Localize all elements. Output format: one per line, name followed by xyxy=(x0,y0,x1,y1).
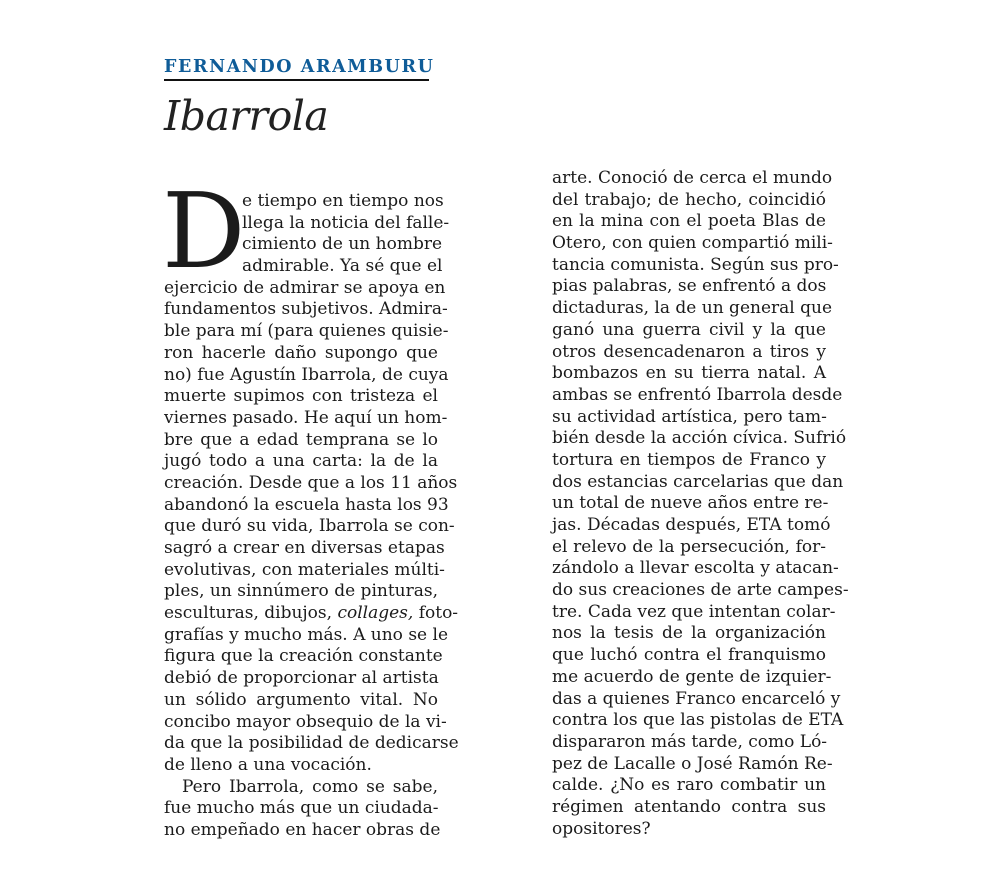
text-line: el relevo de la persecución, for- xyxy=(552,536,826,557)
text-line: opositores? xyxy=(552,818,651,839)
text-line-with-italic xyxy=(164,603,459,625)
author-byline: FERNANDO ARAMBURU xyxy=(164,57,429,81)
drop-cap: D xyxy=(162,170,246,292)
text-line: grafías y mucho más. A uno se le xyxy=(164,624,449,645)
text-line: creación. Desde que a los 11 años xyxy=(164,472,458,493)
text-line: ples, un sinnúmero de pinturas, xyxy=(164,581,438,602)
text-line: tortura en tiempos de Franco y xyxy=(552,449,826,470)
text-line: fue mucho más que un ciudada- xyxy=(164,798,439,819)
text-line: que luchó contra el franquismo xyxy=(552,645,826,666)
text-line: abandonó la escuela hasta los 93 xyxy=(164,494,449,515)
text-line: concibo mayor obsequio de la vi- xyxy=(164,711,447,732)
text-line: dispararon más tarde, como Ló- xyxy=(552,731,828,752)
text-line: das a quienes Franco encarceló y xyxy=(552,688,841,709)
text-line: no empeñado en hacer obras de xyxy=(164,819,441,840)
text-line: e tiempo en tiempo nos xyxy=(242,191,444,211)
article-column-right xyxy=(552,168,849,840)
text-line: régimen atentando contra sus xyxy=(552,796,826,817)
text-line: viernes pasado. He aquí un hom- xyxy=(164,407,448,428)
text-line: debió de proporcionar al artista xyxy=(164,668,439,689)
text-line: figura que la creación constante xyxy=(164,646,443,667)
text-line: calde. ¿No es raro combatir un xyxy=(552,775,826,796)
text-line: ron hacerle daño supongo que xyxy=(164,342,438,363)
text-fragment: foto- xyxy=(418,603,459,624)
text-line: bre que a edad temprana se lo xyxy=(164,429,438,450)
text-line: ble para mí (para quienes quisie- xyxy=(164,321,449,342)
text-line: un sólido argumento vital. No xyxy=(164,689,438,710)
text-line: dos estancias carcelarias que dan xyxy=(552,471,844,492)
text-line: del trabajo; de hecho, coincidió xyxy=(552,189,826,210)
text-line: bién desde la acción cívica. Sufrió xyxy=(552,428,847,449)
text-line: no) fue Agustín Ibarrola, de cuya xyxy=(164,364,449,385)
text-line: admirable. Ya sé que el xyxy=(242,256,443,277)
text-line: dictaduras, la de un general que xyxy=(552,298,833,319)
text-line: ganó una guerra civil y la que xyxy=(552,319,826,340)
text-line: tancia comunista. Según sus pro- xyxy=(552,254,839,275)
text-line: fundamentos subjetivos. Admira- xyxy=(164,299,448,320)
text-line: cimiento de un hombre xyxy=(242,234,443,255)
text-line: muerte supimos con tristeza el xyxy=(164,386,438,407)
text-line: bombazos en su tierra natal. A xyxy=(552,363,826,384)
text-line: ambas se enfrentó Ibarrola desde xyxy=(552,384,843,405)
text-line: zándolo a llevar escolta y atacan- xyxy=(552,558,839,579)
text-line: Otero, con quien compartió mili- xyxy=(552,233,833,254)
text-line: me acuerdo de gente de izquier- xyxy=(552,666,832,687)
text-line: pez de Lacalle o José Ramón Re- xyxy=(552,753,833,774)
text-line: de lleno a una vocación. xyxy=(164,754,372,775)
text-line: llega la noticia del falle- xyxy=(242,212,450,233)
text-line: da que la posibilidad de dedicarse xyxy=(164,733,459,754)
text-line: jas. Décadas después, ETA tomó xyxy=(552,515,831,535)
text-line: jugó todo a una carta: la de la xyxy=(164,451,438,472)
text-line: otros desencadenaron a tiros y xyxy=(552,341,826,362)
text-line: pias palabras, se enfrentó a dos xyxy=(552,276,827,297)
text-line: su actividad artística, pero tam- xyxy=(552,406,827,427)
text-line: tre. Cada vez que intentan colar- xyxy=(552,601,836,622)
text-line: en la mina con el poeta Blas de xyxy=(552,211,826,232)
article-headline: Ibarrola xyxy=(164,92,329,140)
italic-term: collages, xyxy=(337,603,414,624)
article-column-left xyxy=(162,170,459,842)
text-line: arte. Conoció de cerca el mundo xyxy=(552,168,833,188)
text-fragment: esculturas, dibujos, xyxy=(164,603,333,624)
text-line: un total de nueve años entre re- xyxy=(552,493,829,514)
text-line: do sus creaciones de arte campes- xyxy=(552,580,849,601)
text-line: contra los que las pistolas de ETA xyxy=(552,710,844,731)
text-line: Pero Ibarrola, como se sabe, xyxy=(182,776,438,797)
text-line: ejercicio de admirar se apoya en xyxy=(164,277,446,298)
text-line: evolutivas, con materiales múlti- xyxy=(164,559,445,580)
text-line: sagró a crear en diversas etapas xyxy=(164,538,445,558)
text-line: que duró su vida, Ibarrola se con- xyxy=(164,516,455,537)
text-line: nos la tesis de la organización xyxy=(552,623,826,644)
